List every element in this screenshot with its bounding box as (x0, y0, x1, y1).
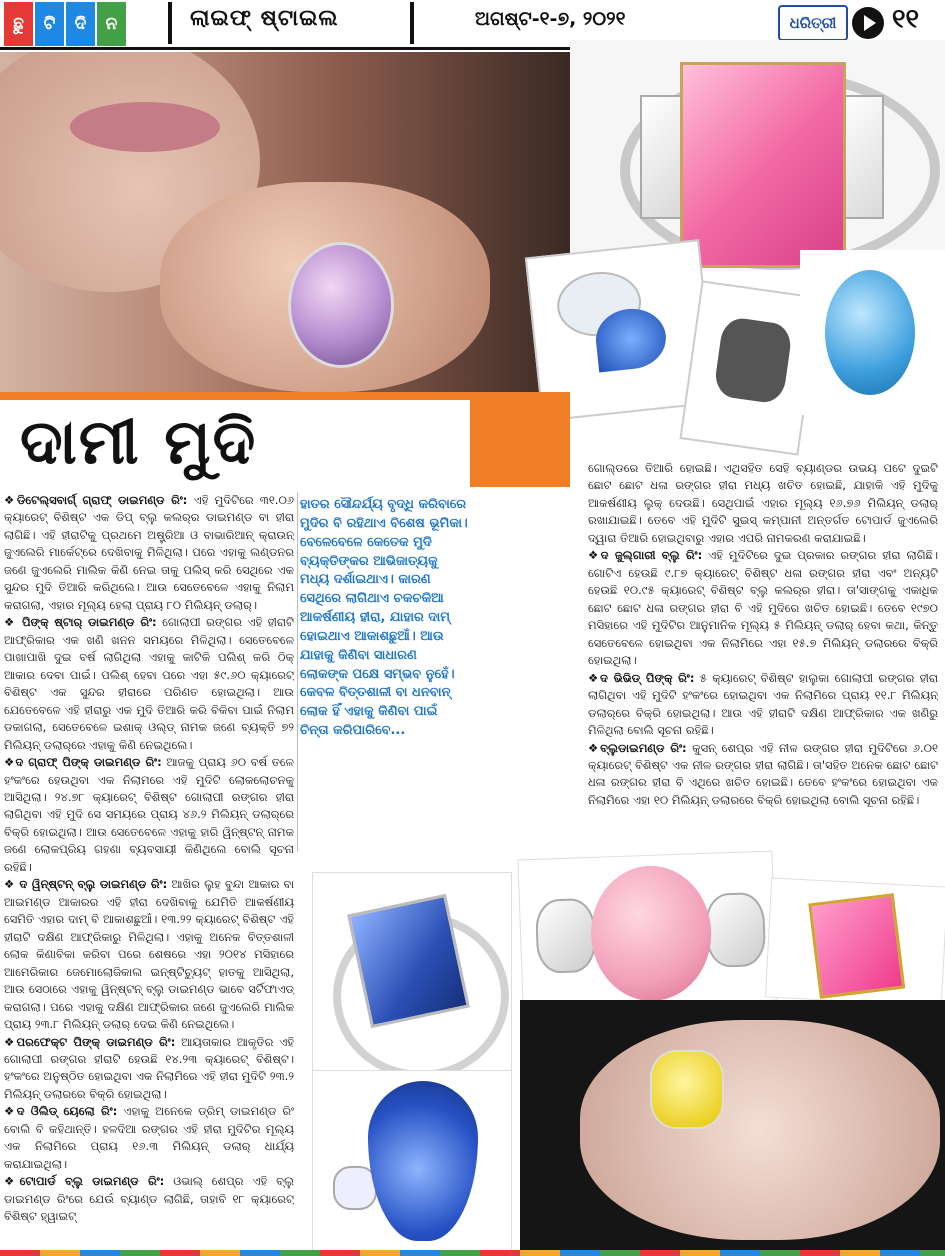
para-text: ଏହି ମୁଦିଟିରେ ୩୧.୦୬ କ୍ୟାରେଟ୍ ବିଶିଷ୍ଟ ଏକ ଡିପ୍ ବ୍ଲୁ କଲର୍‌ର ଡାଇମଣ୍ଡ ବା ହୀରା ଲାଗିଛି। ଏହି ହୀରାଟିକୁ ପ୍ରଥମେ ଅଷ୍ଟ୍ରିଆ ଓ ବାଭାରିଆନ୍ କ୍ରାଉନ୍ ଜୁଏଲେରି ମାର୍କେଟ୍‌ରେ ଦେଖିବାକୁ ମିଳିଥିଲା। ପରେ ଏହାକୁ ଲଣ୍ଡନର ଜଣେ ଜୁଏଲେରି ମାଲିକ କିଣି ନେଇ ତାକୁ ପଲିସ୍ କରି ସେଥିରେ ଏକ ସୁନ୍ଦର ମୁଦି ତିଆରି କରିଥିଲେ। ଆଉ ସେତେବେଳେ ଏହାକୁ ନିଲାମ କରାଗଲା, ଏହାର ମୂଲ୍ୟ ହେଲା ପ୍ରାୟ ୮୦ ମିଲିୟନ୍ ଡଲାର୍। (4, 493, 294, 612)
article-para (588, 740, 938, 810)
play-icon (852, 7, 884, 39)
para-text: ଆୟତାକାର ଆକୃତିର ଏହି ଗୋଲାପୀ ରଙ୍ଗର ହୀରାଟି ହେଉଛି ୧୪.୨୩ କ୍ୟାରେଟ୍ ବିଶିଷ୍ଟ। ହଂକଂରେ ଅନୁଷ୍ଠିତ ହୋଇଥିବା ଏକ ନିଲାମିରେ ଏହି ହୀରା ମୁଦିଟି ୨୩.୨ ମିଲିୟନ୍ ଡଲାରରେ ବିକ୍ରି ହୋଇଥିଲା। (4, 1034, 294, 1101)
article-para (4, 492, 294, 614)
photo-blue-pear-large-ring (312, 1070, 512, 1256)
para-head: ❖ ଦ ୱିନ୍‌ଷ୍ଟନ୍ ବ୍ଲୁ ଡାଇମଣ୍ଡ ରିଂ: (4, 877, 168, 892)
para-head: ❖ ପିଙ୍କ୍ ଷ୍ଟାର୍ ଡାଇମଣ୍ଡ ରିଂ: (4, 615, 157, 630)
article-para (4, 1103, 294, 1173)
para-text: ଆଜକୁ ପ୍ରାୟ ୬୦ ବର୍ଷ ତଳେ ହଂକଂରେ ହେଉଥିବା ଏକ ନିଲାମରେ ଏହି ମୁଦିଟି ଲୋକଲୋଚନକୁ ଆସିଥିଲା। ୨୪.୭୮ କ୍ୟାରେଟ୍ ବିଶିଷ୍ଟ ଗୋଲାପୀ ରଙ୍ଗର ହୀରା ଲାଗିଥିବା ଏହି ମୁଦି ସେ ସମୟରେ ପ୍ରାୟ ୪୬.୨ ମିଲିୟନ୍ ଡଲାର୍‌ରେ ବିକ୍ରି ହୋଇଥିଲା। ଆଉ ସେତେବେଳେ ଏହାକୁ ହାରି ୱିନ୍‌ଷ୍ଟନ୍ ନାମକ ଜଣେ ଲୋକପ୍ରିୟ ଗହଣା ବ୍ୟବସାୟୀ କିଣିଥିଲେ ବୋଲି ସୂଚନା ରହିଛି। (4, 755, 294, 874)
header-divider (168, 2, 172, 44)
para-head: ❖ଡିଟେଲ୍ସବାର୍ଗ୍ ଗ୍ରାଫ୍ ଡାଇମଣ୍ଡ ରିଂ: (4, 493, 188, 507)
photo-pink-cushion-ring (765, 877, 945, 1006)
logo-letter: ଦି (66, 2, 95, 46)
article-para (4, 754, 294, 876)
para-head: ❖ଦ ଜୁଲ୍‌ଗାରୀ ବ୍ଲୁ ରିଂ: (588, 548, 703, 563)
para-text: ଗୋଲାପୀ ରଙ୍ଗର ଏହି ହୀରାଟି ଆଫ୍ରିକାର ଏକ ଖଣି ଖନନ ସମୟରେ ମିଳିଥିଲା। ସେତେବେଳେ ପାଖାପାଖି ଦୁଇ ବର୍ଷ ଲାଗିଥିଲା ଏହାକୁ କାଟିକି ପଲିଶ୍ କରି ଠିକ୍ ଆକାର ଦେବା ପାଇଁ। ପଲିଶ୍ ହେବା ପରେ ଏହା ୫୯.୬୦ କ୍ୟାରେଟ୍ ବିଶିଷ୍ଟ ଏକ ସୁନ୍ଦର ହୀରାରେ ପରିଣତ ହୋଇଥିଲା। ଆଉ ଯେତେବେଳେ ଏହି ହୀରାରୁ ଏକ ମୁଦି ତିଆରି କରି ବିକିବା ପାଇଁ ନିଲାମ ଡକାଗଲା, ସେତେବେଳେ ଇଶାକ୍ ଓଲ୍ଡ୍ ନାମକ ଜଣେ ବ୍ୟକ୍ତି ୭୨ ମିଲିୟନ୍ ଡଲାର୍‌ରେ ଏହାକୁ କିଣି ନେଇଥିଲେ। (4, 615, 294, 752)
para-head: ❖ପରଫେକ୍ଟ ପିଙ୍କ୍ ଡାଇମଣ୍ଡ ରିଂ: (4, 1034, 176, 1049)
para-head: ❖ଦ ଭିଭିଡ୍ ପିଙ୍କ୍ ରିଂ: (588, 670, 695, 685)
photo-pink-emerald-ring (570, 40, 945, 270)
article-para (4, 876, 294, 1033)
article-para (588, 547, 938, 669)
footer-color-bar (0, 1250, 945, 1256)
article-para (4, 1034, 294, 1104)
para-head: ❖ଦ ଓିଲିଡ୍ ୟେଲୋ ରିଂ: (4, 1104, 118, 1119)
article-para (588, 460, 938, 547)
header-divider (410, 2, 414, 44)
column-divider (297, 492, 298, 852)
para-text: ୫ କ୍ୟାରେଟ୍ ବିଶିଷ୍ଟ ହାଲୁକା ଗୋଲାପୀ ରଙ୍ଗର ହୀରା ଲାଗିଥିବା ଏହି ମୁଦିଟି ହଂକଂରେ ହୋଇଥିବା ଏକ ନିଲାମିରେ ପ୍ରାୟ ୧୧.୮ ମିଲିୟନ୍ ଡଲାର୍‌ରେ ବିକ୍ରି ହୋଇଥିଲା। ଆଉ ଏହି ହୀରାଟି ଦକ୍ଷିଣ ଆଫ୍ରିକାର ଏକ ଖଣିରୁ ମିଳିଥିଲା ବୋଲି ସୂଚନା ରହିଛି। (588, 670, 938, 738)
article-para (4, 1173, 294, 1225)
article-para (4, 614, 294, 754)
logo-letter: ଟି (35, 2, 64, 46)
para-text: କୁସନ୍ ଶେପ୍‌ର ଏହି ନୀଳ ରଙ୍ଗର ହୀରା ମୁଦିଟିରେ ୬.୦୧ କ୍ୟାରେଟ୍ ବିଶିଷ୍ଟ ଏକ ନୀଳ ରଙ୍ଗର ହୀରା ଲାଗିଛି। ତା'ସହିତ ଅନେକ ଛୋଟ ଛୋଟ ଧଳା ରଙ୍ଗର ହୀରା ବି ଏଥିରେ ଖଚିତ ହୋଇଛି। ତେବେ ହଂକଂରେ ହୋଇଥିବା ଏକ ନିଲାମିରେ ଏହା ୧୦ ମିଲିୟନ୍ ଡଲାରରେ ବିକ୍ରି ହୋଇଥିଲା ବୋଲି ସୂଚନା ରହିଛି। (588, 740, 938, 807)
brand-logo: ଧରିତ୍ରୀ (778, 5, 848, 41)
article-right-column (588, 460, 938, 850)
masthead-logo (4, 2, 128, 46)
para-text: ଗୋଲ୍ଡରେ ତିଆରି ହୋଇଛି। ଏଥିସହିତ ସେହି ବ୍ୟାଣ୍ଡର ଉଭୟ ପଟେ ଦୁଇଟି ଛୋଟ ଛୋଟ ଧଳା ରଙ୍ଗର ହୀରା ମଧ୍ୟ ଖଚିତ ହୋଇଛି, ଯାହାକି ଏହି ମୁଦିକୁ ଆକର୍ଷଣୀୟ ଲୁକ୍ ଦେଉଛି। ସେଥିପାଇଁ ଏହାର ମୂଲ୍ୟ ୧୬.୭୬ ମିଲିୟନ୍ ଡଲାର୍ ରଖାଯାଇଛି। ତେବେ ଏହି ମୁଦିଟି ସୁଇସ୍ କମ୍ପାନୀ ଅନ୍ତର୍ଗତ ଟୋପାର୍ଡ ଜୁଏଲେରି ଦ୍ୱାରା ତିଆରି ହୋଇଥିବାରୁ ଏହାର ଏପରି ନାମକରଣ କରାଯାଇଛି। (588, 461, 938, 545)
para-text: ଆଖିର ଲୁହ ବୁନ୍ଦା ଆକାର ବା ଆଇମଣ୍ଡ ଆକାରର ଏହି ହୀରା ଦେଖିବାକୁ ଯେମିତି ଆକର୍ଷଣୀୟ ସେମିତି ଏହାର ଦାମ୍ ବି ଆକାଶଛୁଆଁ। ୧୩.୨୨ କ୍ୟାରେଟ୍ ବିଶିଷ୍ଟ ଏହି ହୀରାଟି ଦକ୍ଷିଣ ଆଫ୍ରିକାରୁ ମିଳିଥିଲା। ଏହାକୁ ଅନେକ ବିତ୍ତଶାଳୀ ଲୋକ କିଣାବିକା କରିବା ପରେ ଶେଷରେ ଏହା ୨୦୧୪ ମସିହାରେ ଆମେରିକାର ଜେମୋଲୋଜିକାଲ ଇନ୍‌ଷ୍ଟିଚ୍ୟୁଟ୍ ହାତକୁ ଆସିଥିଲା, ଆଉ ସେଠାରେ ଏହାକୁ ୱିନ୍‌ଷ୍ଟନ୍ ବ୍ଲୁ ଡାଇମଣ୍ଡ ଭାବେ ସର୍ଟିଫାଏଡ୍ କରାଗଲା। ପରେ ଏହାକୁ ଦକ୍ଷିଣ ଆଫ୍ରିକାର ଜଣେ ଜୁଏଲେରି ମାଲିକ ପ୍ରାୟ ୨୩.୮ ମିଲିୟନ୍ ଡଲାର୍ ଦେଇ କିଣି ନେଇଥିଲେ। (4, 877, 294, 1032)
article-para (588, 670, 938, 740)
section-title: ଲାଇଫ୍ ଷ୍ଟାଇଲ (190, 6, 339, 31)
article-left-column (4, 492, 294, 1252)
logo-letter: ନ (97, 2, 126, 46)
issue-date: ଅଗଷ୍ଟ-୧-୭, ୨୦୨୧ (475, 8, 626, 30)
pull-quote: ହାତର ସୌନ୍ଦର୍ଯ୍ୟ ବୃଦ୍ଧି କରିବାରେ ମୁଦିର ବି ରହିଥାଏ ବିଶେଷ ଭୂମିକା। ବେଳେବେଳେ କେତେକ ମୁଦି ବ୍ୟକ୍ତିଙ୍କର ଆଭିଜାତ୍ୟକୁ ମଧ୍ୟ ଦର୍ଶାଇଥାଏ। କାରଣ ସେଥିରେ ଲାଗିଥାଏ ଚକଚକିଆ ଆକର୍ଷଣୀୟ ହୀରା, ଯାହାର ଦାମ୍ ହୋଇଥାଏ ଆକାଶଛୁଆଁ। ଆଉ ଯାହାକୁ କିଣିବା ସାଧାରଣ ଲୋକଙ୍କ ପକ୍ଷେ ସମ୍ଭବ ନୁହେଁ। କେବଳ ବିତ୍ତଶାଳୀ ବା ଧନବାନ୍ ଲୋକ ହିଁ ଏହାକୁ କିଣିବା ପାଇଁ ଚିନ୍ତା କରିପାରିବେ... (300, 497, 468, 739)
photo-blue-emerald-ring (312, 872, 512, 1077)
para-text: ଏହାକୁ ଅନେକେ ଡ୍ରିମ୍ ଡାଇମଣ୍ଡ ରିଂ ବୋଲି ବି କହିଥାନ୍ତି। ହଳଦିଆ ରଙ୍ଗର ଏହି ହୀରା ମୁଦିଟିର ମୂଲ୍ୟ ଏକ ନିଲାମିରେ ପ୍ରାୟ ୧୬.୩ ମିଲିୟନ୍ ଡଲାର୍ ଧାର୍ଯ୍ୟ କରାଯାଇଥିଲା। (4, 1104, 294, 1171)
photo-pink-oval-ring (517, 851, 777, 1010)
para-head: ❖ବ୍ଲୁଡାଇମଣ୍ଡ ରିଂ: (588, 740, 687, 755)
para-head: ❖ଟୋପାର୍ଡ ବ୍ଲୁ ଡାଇମଣ୍ଡ ରିଂ: (4, 1174, 165, 1189)
hero-photo-hand-ring (0, 52, 570, 392)
para-text: ଏହି ମୁଦିଟିରେ ଦୁଇ ପ୍ରକାର ରଙ୍ଗର ହୀରା ଲାଗିଛି। ଗୋଟିଏ ହେଉଛି ୯.୮୭ କ୍ୟାରେଟ୍ ବିଶିଷ୍ଟ ଧଳା ରଙ୍ଗର ହୀରା ଏବଂ ଅନ୍ୟଟି ହେଉଛି ୧୦.୯୫ କ୍ୟାରେଟ୍ ବିଶିଷ୍ଟ ବ୍ଲୁ କଲର୍‌ର ହୀରା। ତା'ସାଙ୍ଗକୁ ଏକାଧିକ ଛୋଟ ଛୋଟ ଧଳା ରଙ୍ଗର ହୀରା ବି ଏହି ମୁଦିରେ ଖଚିତ ହୋଇଛି। ତେବେ ୧୯୭୦ ମସିହାରେ ଏହି ମୁଦିଟିର ଆନୁମାନିକ ମୂଲ୍ୟ ୫ ମିଲିୟନ୍ ଡଲାର୍ ହେବା କଥା, କିନ୍ତୁ ସେତେବେଳେ ହୋଇଥିବା ଏକ ନିଲାମିରେ ଏହା ୧୫.୭ ମିଲିୟନ୍ ଡଲାରରେ ବିକ୍ରି ହୋଇଥିଲା। (588, 548, 938, 668)
page-number: ୧୧ (892, 4, 920, 34)
photo-blue-oval-ring (800, 250, 945, 415)
headline: ଦାମୀ ମୁଦି (20, 405, 258, 478)
photo-hand-yellow-ring (520, 1000, 945, 1256)
logo-letter: ଛୁ (4, 2, 33, 46)
para-text: ଓଭାଲ୍ ଶେପ୍‌ର ଏହି ବ୍ଲୁ ଡାଇମଣ୍ଡ ରିଂରେ ଯେଉଁ ବ୍ୟାଣ୍ଡ ଲାଗିଛି, ତାହାବି ୧୮ କ୍ୟାରେଟ୍ ବିଶିଷ୍ଟ ହ୍ୱାଇଟ୍ (4, 1174, 294, 1224)
para-head: ❖ଦ ଗ୍ରାଫ୍ ପିଙ୍କ୍ ଡାଇମଣ୍ଡ ରିଂ: (4, 755, 162, 770)
